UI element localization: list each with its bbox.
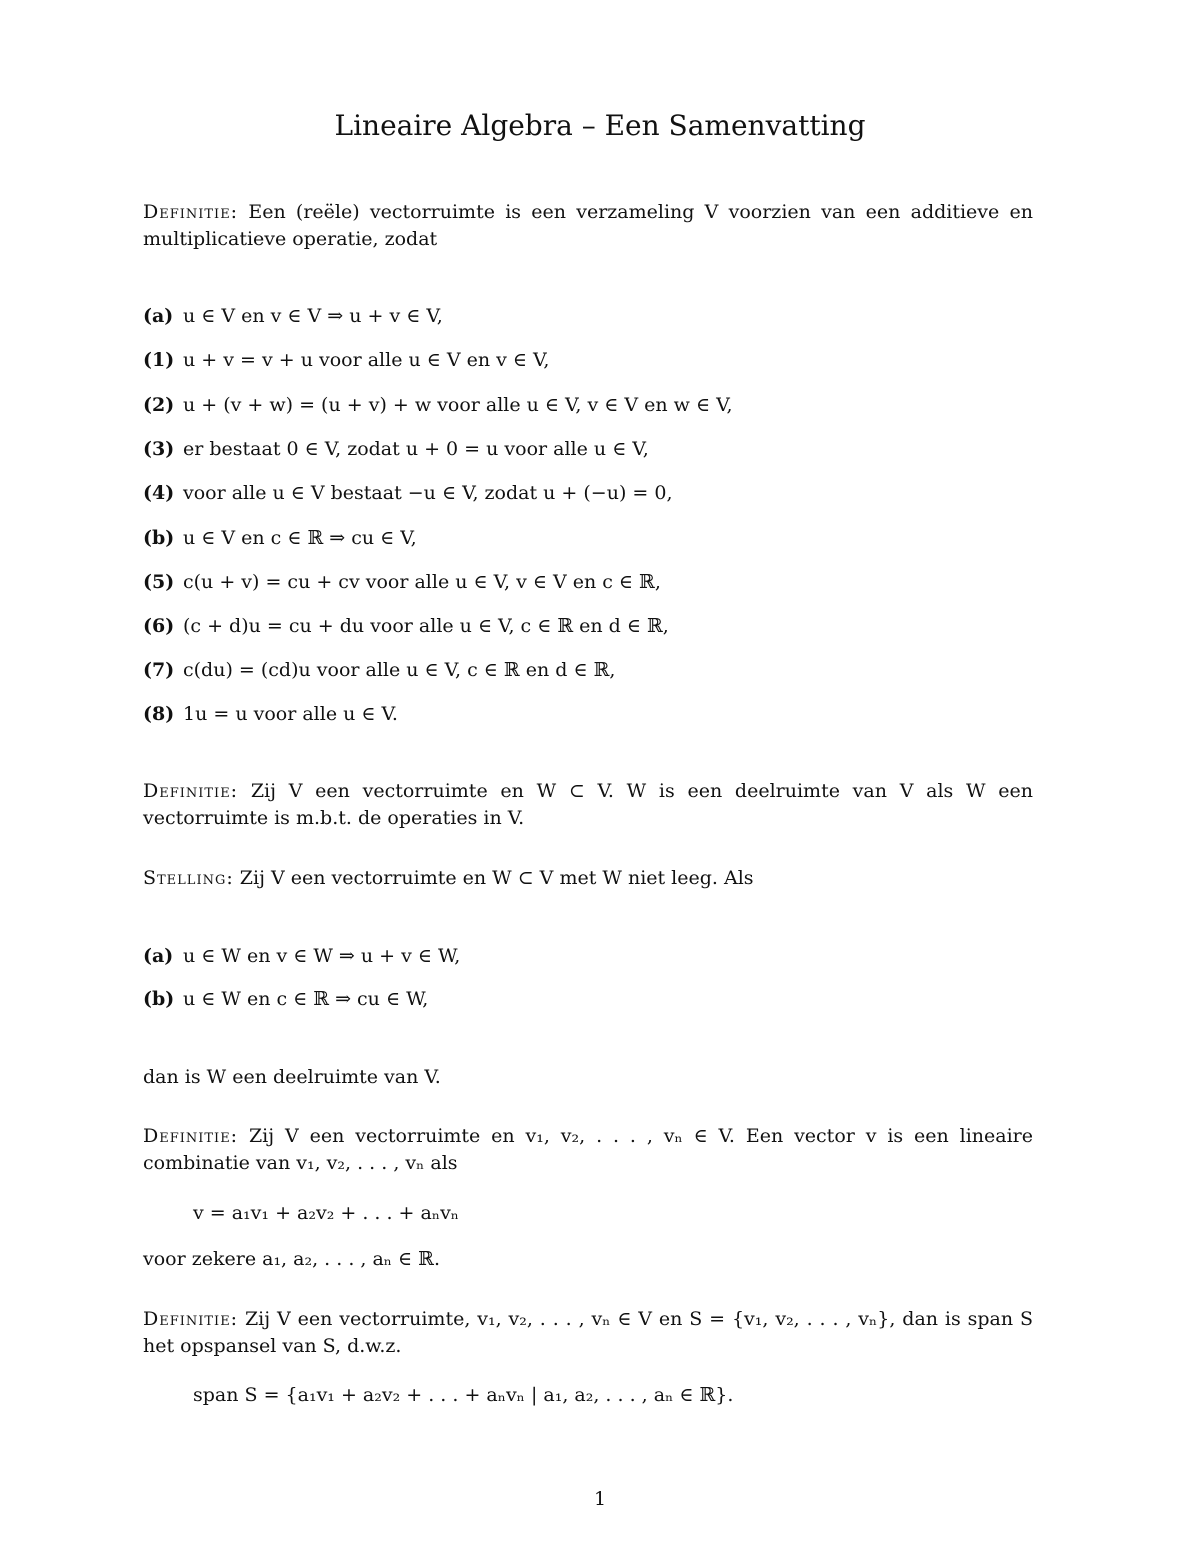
definition-heading: Definitie: [143,201,239,223]
definition-heading: Definitie: [143,1308,239,1330]
axiom-label: (a) [143,305,174,327]
axiom-label: (5) [143,571,175,593]
axiom-item [143,303,1033,329]
theorem-heading: Stelling: [143,867,234,889]
definition-lineaire-combinatie [143,1123,1033,1177]
axiom-label: (b) [143,527,175,549]
axiom-label: (1) [143,349,175,371]
definition-text: Zij V een vectorruimte en W ⊂ V. W is een deelruimte van V als W een vectorruimte is m.b.t. de operaties in V. [143,780,1033,829]
axiom-item [143,569,1033,595]
definition-opspansel [143,1306,1033,1360]
definition-vectorruimte [143,199,1033,253]
page-title: Lineaire Algebra – Een Samenvatting [334,109,866,142]
span-equation: span S = {a₁v₁ + a₂v₂ + . . . + aₙvₙ | a₁, a₂, . . . , aₙ ∈ ℝ}. [193,1384,734,1406]
axiom-label: (6) [143,615,175,637]
axiom-item [143,392,1033,418]
axiom-item [143,525,1033,551]
axiom-item [143,436,1033,462]
theorem-conclusion: dan is W een deelruimte van V. [143,1066,441,1088]
condition-label: (b) [143,988,175,1010]
condition-text: u ∈ W en v ∈ W ⇒ u + v ∈ W, [183,945,461,967]
definition-text: Een (reële) vectorruimte is een verzameling V voorzien van een additieve en multiplicatieve operatie, zodat [143,201,1033,250]
page-number: 1 [593,1488,607,1510]
axiom-text: voor alle u ∈ V bestaat −u ∈ V, zodat u + (−u) = 0, [183,482,673,504]
axiom-text: u ∈ V en c ∈ ℝ ⇒ cu ∈ V, [183,527,417,549]
axiom-text: u ∈ V en v ∈ V ⇒ u + v ∈ V, [183,305,443,327]
axiom-label: (3) [143,438,175,460]
axiom-item [143,657,1033,683]
axiom-label: (2) [143,394,175,416]
axiom-text: c(du) = (cd)u voor alle u ∈ V, c ∈ ℝ en d ∈ ℝ, [183,659,616,681]
definition-text: Zij V een vectorruimte, v₁, v₂, . . . , vₙ ∈ V en S = {v₁, v₂, . . . , vₙ}, dan is span S het opspansel van S, d.w.z. [143,1308,1033,1357]
axiom-text: c(u + v) = cu + cv voor alle u ∈ V, v ∈ V en c ∈ ℝ, [183,571,661,593]
axiom-label: (4) [143,482,175,504]
definition-heading: Definitie: [143,1125,239,1147]
definition-heading: Definitie: [143,780,239,802]
axiom-text: u + (v + w) = (u + v) + w voor alle u ∈ V, v ∈ V en w ∈ V, [183,394,733,416]
theorem-deelruimte [143,865,1033,892]
condition-label: (a) [143,945,174,967]
definition-deelruimte [143,778,1033,832]
theorem-text: Zij V een vectorruimte en W ⊂ V met W niet leeg. Als [239,867,754,889]
linear-combination-equation: v = a₁v₁ + a₂v₂ + . . . + aₙvₙ [193,1202,460,1224]
definition-after-text: voor zekere a₁, a₂, . . . , aₙ ∈ ℝ. [143,1248,440,1270]
condition-item [143,943,1033,969]
axiom-item [143,613,1033,639]
axiom-label: (7) [143,659,175,681]
axiom-text: u + v = v + u voor alle u ∈ V en v ∈ V, [183,349,550,371]
definition-text: Zij V een vectorruimte en v₁, v₂, . . . , vₙ ∈ V. Een vector v is een lineaire combinatie van v₁, v₂, . . . , vₙ als [143,1125,1034,1174]
axiom-text: er bestaat 0 ∈ V, zodat u + 0 = u voor alle u ∈ V, [183,438,649,460]
condition-item [143,986,1033,1012]
axiom-text: (c + d)u = cu + du voor alle u ∈ V, c ∈ ℝ en d ∈ ℝ, [183,615,669,637]
condition-text: u ∈ W en c ∈ ℝ ⇒ cu ∈ W, [183,988,429,1010]
axiom-item [143,480,1033,506]
axiom-text: 1u = u voor alle u ∈ V. [183,703,398,725]
axiom-item [143,701,1033,727]
axiom-label: (8) [143,703,175,725]
axiom-item [143,347,1033,373]
